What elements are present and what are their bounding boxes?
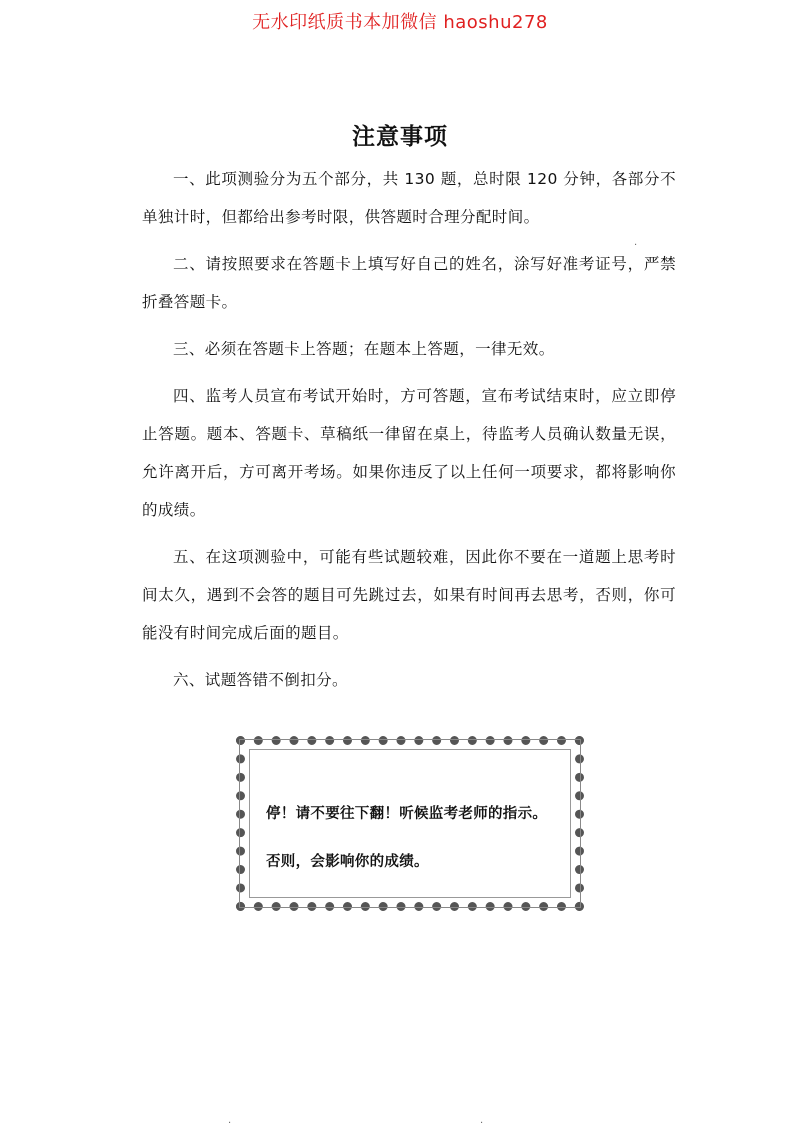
scan-speck: ·: [634, 240, 638, 251]
instruction-paragraph-1: 一、此项测验分为五个部分，共 130 题，总时限 120 分钟，各部分不单独计时，但都给出参考时限，供答题时合理分配时间。: [142, 170, 676, 226]
instruction-paragraph-6: 六、试题答错不倒扣分。: [173, 671, 348, 689]
notice-inner-frame: [249, 749, 571, 898]
notice-line-warning: 否则，会影响你的成绩。: [266, 853, 429, 870]
stop-notice-box: [236, 736, 584, 911]
instruction-paragraph-5: 五、在这项测验中，可能有些试题较难，因此你不要在一道题上思考时间太久，遇到不会答的题目可先跳过去，如果有时间再去思考，否则，你可能没有时间完成后面的题目。: [142, 548, 676, 642]
instruction-paragraph-4: 四、监考人员宣布考试开始时，方可答题，宣布考试结束时，应立即停止答题。题本、答题卡、草稿纸一律留在桌上，待监考人员确认数量无误，允许离开后，方可离开考场。如果你违反了以上任何一项要求，都将影响你的成绩。: [142, 387, 676, 519]
scan-speck: ·: [480, 1118, 484, 1129]
instruction-paragraph-2: 二、请按照要求在答题卡上填写好自己的姓名，涂写好准考证号，严禁折叠答题卡。: [142, 255, 676, 311]
notice-line-stop: 停！请不要往下翻！听候监考老师的指示。: [266, 805, 548, 822]
instructions-body: [142, 160, 676, 708]
instruction-paragraph-3: 三、必须在答题卡上答题；在题本上答题，一律无效。: [173, 340, 555, 358]
watermark-text: 无水印纸质书本加微信 haoshu278: [252, 12, 548, 33]
page-title: 注意事项: [352, 124, 448, 150]
scan-speck: ·: [228, 1118, 232, 1129]
